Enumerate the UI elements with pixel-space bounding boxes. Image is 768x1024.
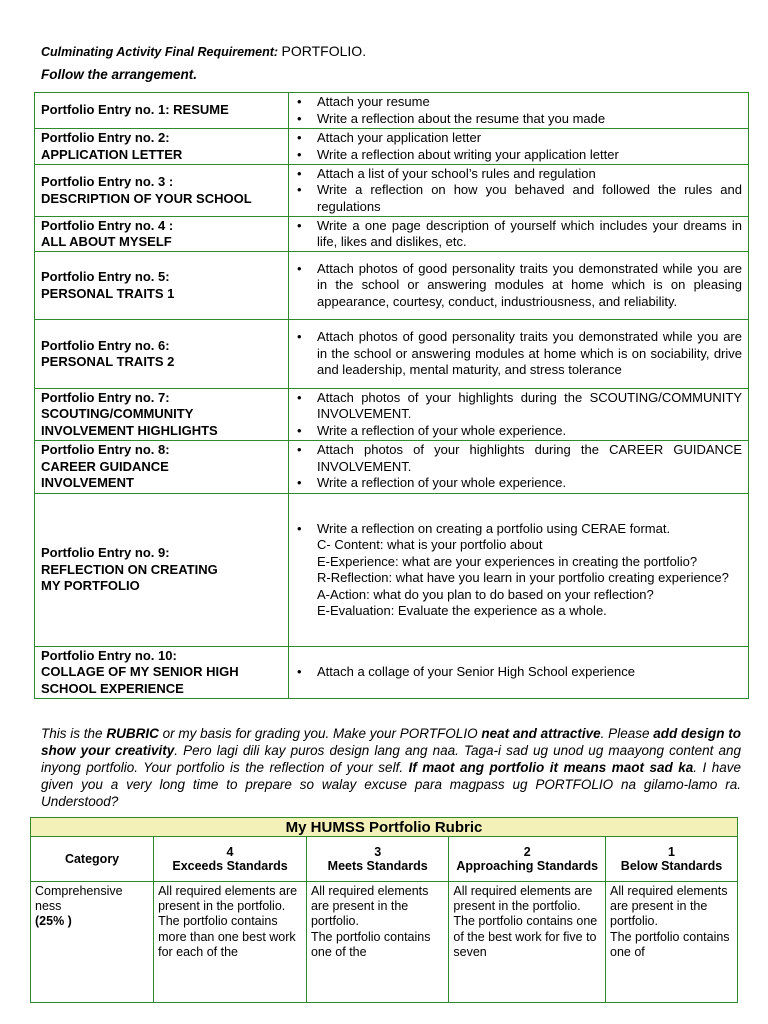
rubric-criteria-text: The portfolio contains more than one best work for each of the [158,914,296,959]
entry-row [35,217,749,252]
entry-sub-line: R-Reflection: what have you learn in your portfolio creating experience? [317,570,729,585]
rubric-header-label: Approaching Standards [456,859,599,873]
entry-label-line: PERSONAL TRAITS 1 [41,285,175,301]
entry-label-line: Portfolio Entry no. 6: [41,337,170,353]
entry-label-line: Portfolio Entry no. 10: [41,647,177,663]
rubric-header-label: Meets Standards [327,859,428,873]
entry-label-line: Portfolio Entry no. 9: [41,545,170,561]
entry-description [289,165,749,217]
rubric-header-cell [154,837,307,882]
entry-row [35,389,749,441]
entry-label-line: SCOUTING/COMMUNITY [41,406,194,422]
rubric-category-weight: (25% ) [35,914,72,929]
rubric-header-score: 3 [374,844,382,859]
entry-bullet-item: • Write a one page description of yourself which includes your dreams in life, likes and dislikes, etc. [317,218,742,251]
entry-description [289,93,749,129]
entry-bullet-list [317,218,742,251]
entry-label-line: PERSONAL TRAITS 2 [41,354,175,369]
rubric-header-cell [306,837,448,882]
rubric-header-score: 1 [668,844,675,859]
entry-label-line: INVOLVEMENT [41,475,134,491]
rubric-criteria-cell [306,882,448,1003]
rubric-criteria-cell [154,882,307,1003]
rubric-criteria-text: All required elements are present in the portfolio. [310,884,429,929]
entry-label-line: COLLAGE OF MY SENIOR HIGH [41,664,239,680]
note-segment: This is the [41,726,107,741]
entry-bullet-item: • Write a reflection about writing your application letter [317,147,742,164]
rubric-criteria-text: The portfolio contains one of the best work for five to seven [453,914,598,959]
entry-label-line: REFLECTION ON CREATING [41,561,218,577]
entry-label [35,320,289,389]
rubric-header-label: Below Standards [620,859,723,873]
entry-bullet-item: • Write a reflection on creating a portfolio using CERAE format. [317,521,742,538]
rubric-header-label: Exceeds Standards [172,859,288,873]
entry-description [289,129,749,165]
entry-label-line: Portfolio Entry no. 3 : [41,174,174,189]
entry-label [35,389,289,441]
note-segment: If maot ang portfolio it means maot sad ka [408,760,694,775]
entry-bullet-item: • Write a reflection of your whole experience. [317,423,742,440]
entry-row [35,647,749,699]
rubric-header-score: 4 [226,844,234,859]
entry-label [35,494,289,647]
entry-sub-line: A-Action: what do you plan to do based on your reflection? [317,586,654,602]
entry-bullet-item: • Attach photos of your highlights during the CAREER GUIDANCE INVOLVEMENT. [317,442,742,475]
header-instruction: Follow the arrangement. [41,67,198,82]
entry-label-line: APPLICATION LETTER [41,146,183,162]
entry-label-line: ALL ABOUT MYSELF [41,234,172,249]
entry-row [35,129,749,165]
entry-label [35,441,289,494]
rubric-criteria-text: The portfolio contains one of the [310,929,431,959]
entry-description [289,389,749,441]
entry-label-line: MY PORTFOLIO [41,578,140,594]
entry-row [35,93,749,129]
note-segment: neat and attractive [481,726,601,741]
entry-description [289,494,749,647]
rubric-header-label: Category [64,851,120,866]
entry-label [35,165,289,217]
entry-bullet-item: • Write a reflection on how you behaved and followed the rules and regulations [317,182,742,215]
portfolio-entries-body [35,93,749,699]
entry-label-line: Portfolio Entry no. 2: [41,130,170,145]
note-segment: or my basis for grading you. Make your PORTFOLIO [158,726,482,741]
entry-bullet-item: • Attach a collage of your Senior High School experience [317,664,742,681]
entry-bullet-list [317,166,742,216]
entry-bullet-list [317,390,742,440]
rubric-header-cell [449,837,606,882]
entry-description [289,441,749,494]
note-segment: RUBRIC [106,726,159,741]
rubric-category-name: Comprehensive ness [35,884,123,914]
entry-label [35,647,289,699]
entry-label-line: Portfolio Entry no. 5: [41,269,170,284]
entry-bullet-item: • Attach a list of your school’s rules and regulation [317,166,742,183]
entry-description [289,252,749,320]
entry-bullet-list [317,442,742,492]
entry-bullet-list [317,94,742,127]
entry-label [35,93,289,129]
rubric-criteria-cell [606,882,738,1003]
note-segment: . I have given you a very long time to prepare so walay excuse para magpass ug PORTFOLIO na gilamo-lamo ra. Understood? [41,760,741,809]
entry-label [35,217,289,252]
entry-sub-line: C- Content: what is your portfolio about [317,537,543,552]
rubric-criteria-text: All required elements are present in the portfolio. [610,884,728,929]
entry-sub-line: E-Evaluation: Evaluate the experience as a whole. [317,603,607,618]
note-segment: . Please [600,726,654,741]
entry-label [35,252,289,320]
note-segment: . Pero lagi dili kay puros design lang ang naa. Taga-i sad ug unod ug maayong content ang inyong portfolio. Your portfolio is the reflection of your self. [41,743,741,775]
entry-row [35,320,749,389]
entry-label-line: DESCRIPTION OF YOUR SCHOOL [41,190,252,206]
entry-row [35,494,749,647]
rubric-table [30,817,738,1003]
rubric-header-score: 2 [523,844,531,859]
entry-label-line: CAREER GUIDANCE [41,458,169,474]
entry-bullet-list [317,329,742,379]
entry-label-line: Portfolio Entry no. 4 : [41,217,174,233]
header-title [41,43,366,59]
entry-bullet-item: • Attach your resume [317,94,742,111]
entry-description [289,217,749,252]
portfolio-entries-table [34,92,749,699]
entry-label-line: Portfolio Entry no. 8: [41,442,170,458]
rubric-criteria-text: All required elements are present in the portfolio. [158,884,298,914]
header-title-value: PORTFOLIO. [281,43,367,59]
rubric-criteria-text: All required elements are present in the portfolio. [453,884,593,914]
entry-row [35,441,749,494]
entry-bullet-item: • Attach your application letter [317,130,742,147]
entry-description [289,647,749,699]
entry-label-line: INVOLVEMENT HIGHLIGHTS [41,422,218,438]
rubric-header-cell [606,837,738,882]
rubric-header-row [31,837,738,882]
entry-label-line: Portfolio Entry no. 1: RESUME [41,102,229,118]
entry-row [35,252,749,320]
entry-bullet-item: • Attach photos of your highlights during the SCOUTING/COMMUNITY INVOLVEMENT. [317,390,742,423]
rubric-row [31,882,738,1003]
rubric-header-cell [31,837,154,882]
rubric-note [41,725,741,810]
entry-sub-line: E-Experience: what are your experiences in creating the portfolio? [317,553,698,569]
entry-bullet-item: • Write a reflection of your whole experience. [317,475,742,492]
entry-label-line: Portfolio Entry no. 7: [41,389,170,405]
entry-bullet-list [317,130,742,163]
rubric-category-cell [31,882,154,1003]
rubric-criteria-text: The portfolio contains one of [610,929,730,959]
entry-row [35,165,749,217]
entry-bullet-list [317,261,742,311]
entry-label-line: SCHOOL EXPERIENCE [41,680,184,696]
entry-bullet-item: • Write a reflection about the resume that you made [317,111,742,128]
entry-description [289,320,749,389]
header-title-prefix: Culminating Activity Final Requirement: [41,45,279,59]
entry-bullet-list [317,664,742,681]
entry-label [35,129,289,165]
note-segment: add design to show your creativity [41,726,742,758]
entry-bullet-item: • Attach photos of good personality traits you demonstrated while you are in the school or answering modules at home which is on sociability, drive and leadership, mental maturity, and stress tolerance [317,329,742,379]
entry-bullet-item: • Attach photos of good personality traits you demonstrated while you are in the school or answering modules at home which is on pleasing appearance, courtesy, conduct, industriousness, and reliability. [317,261,742,311]
rubric-criteria-cell [449,882,606,1003]
rubric-title: My HUMSS Portfolio Rubric [31,818,738,837]
entry-bullet-list [317,521,742,538]
